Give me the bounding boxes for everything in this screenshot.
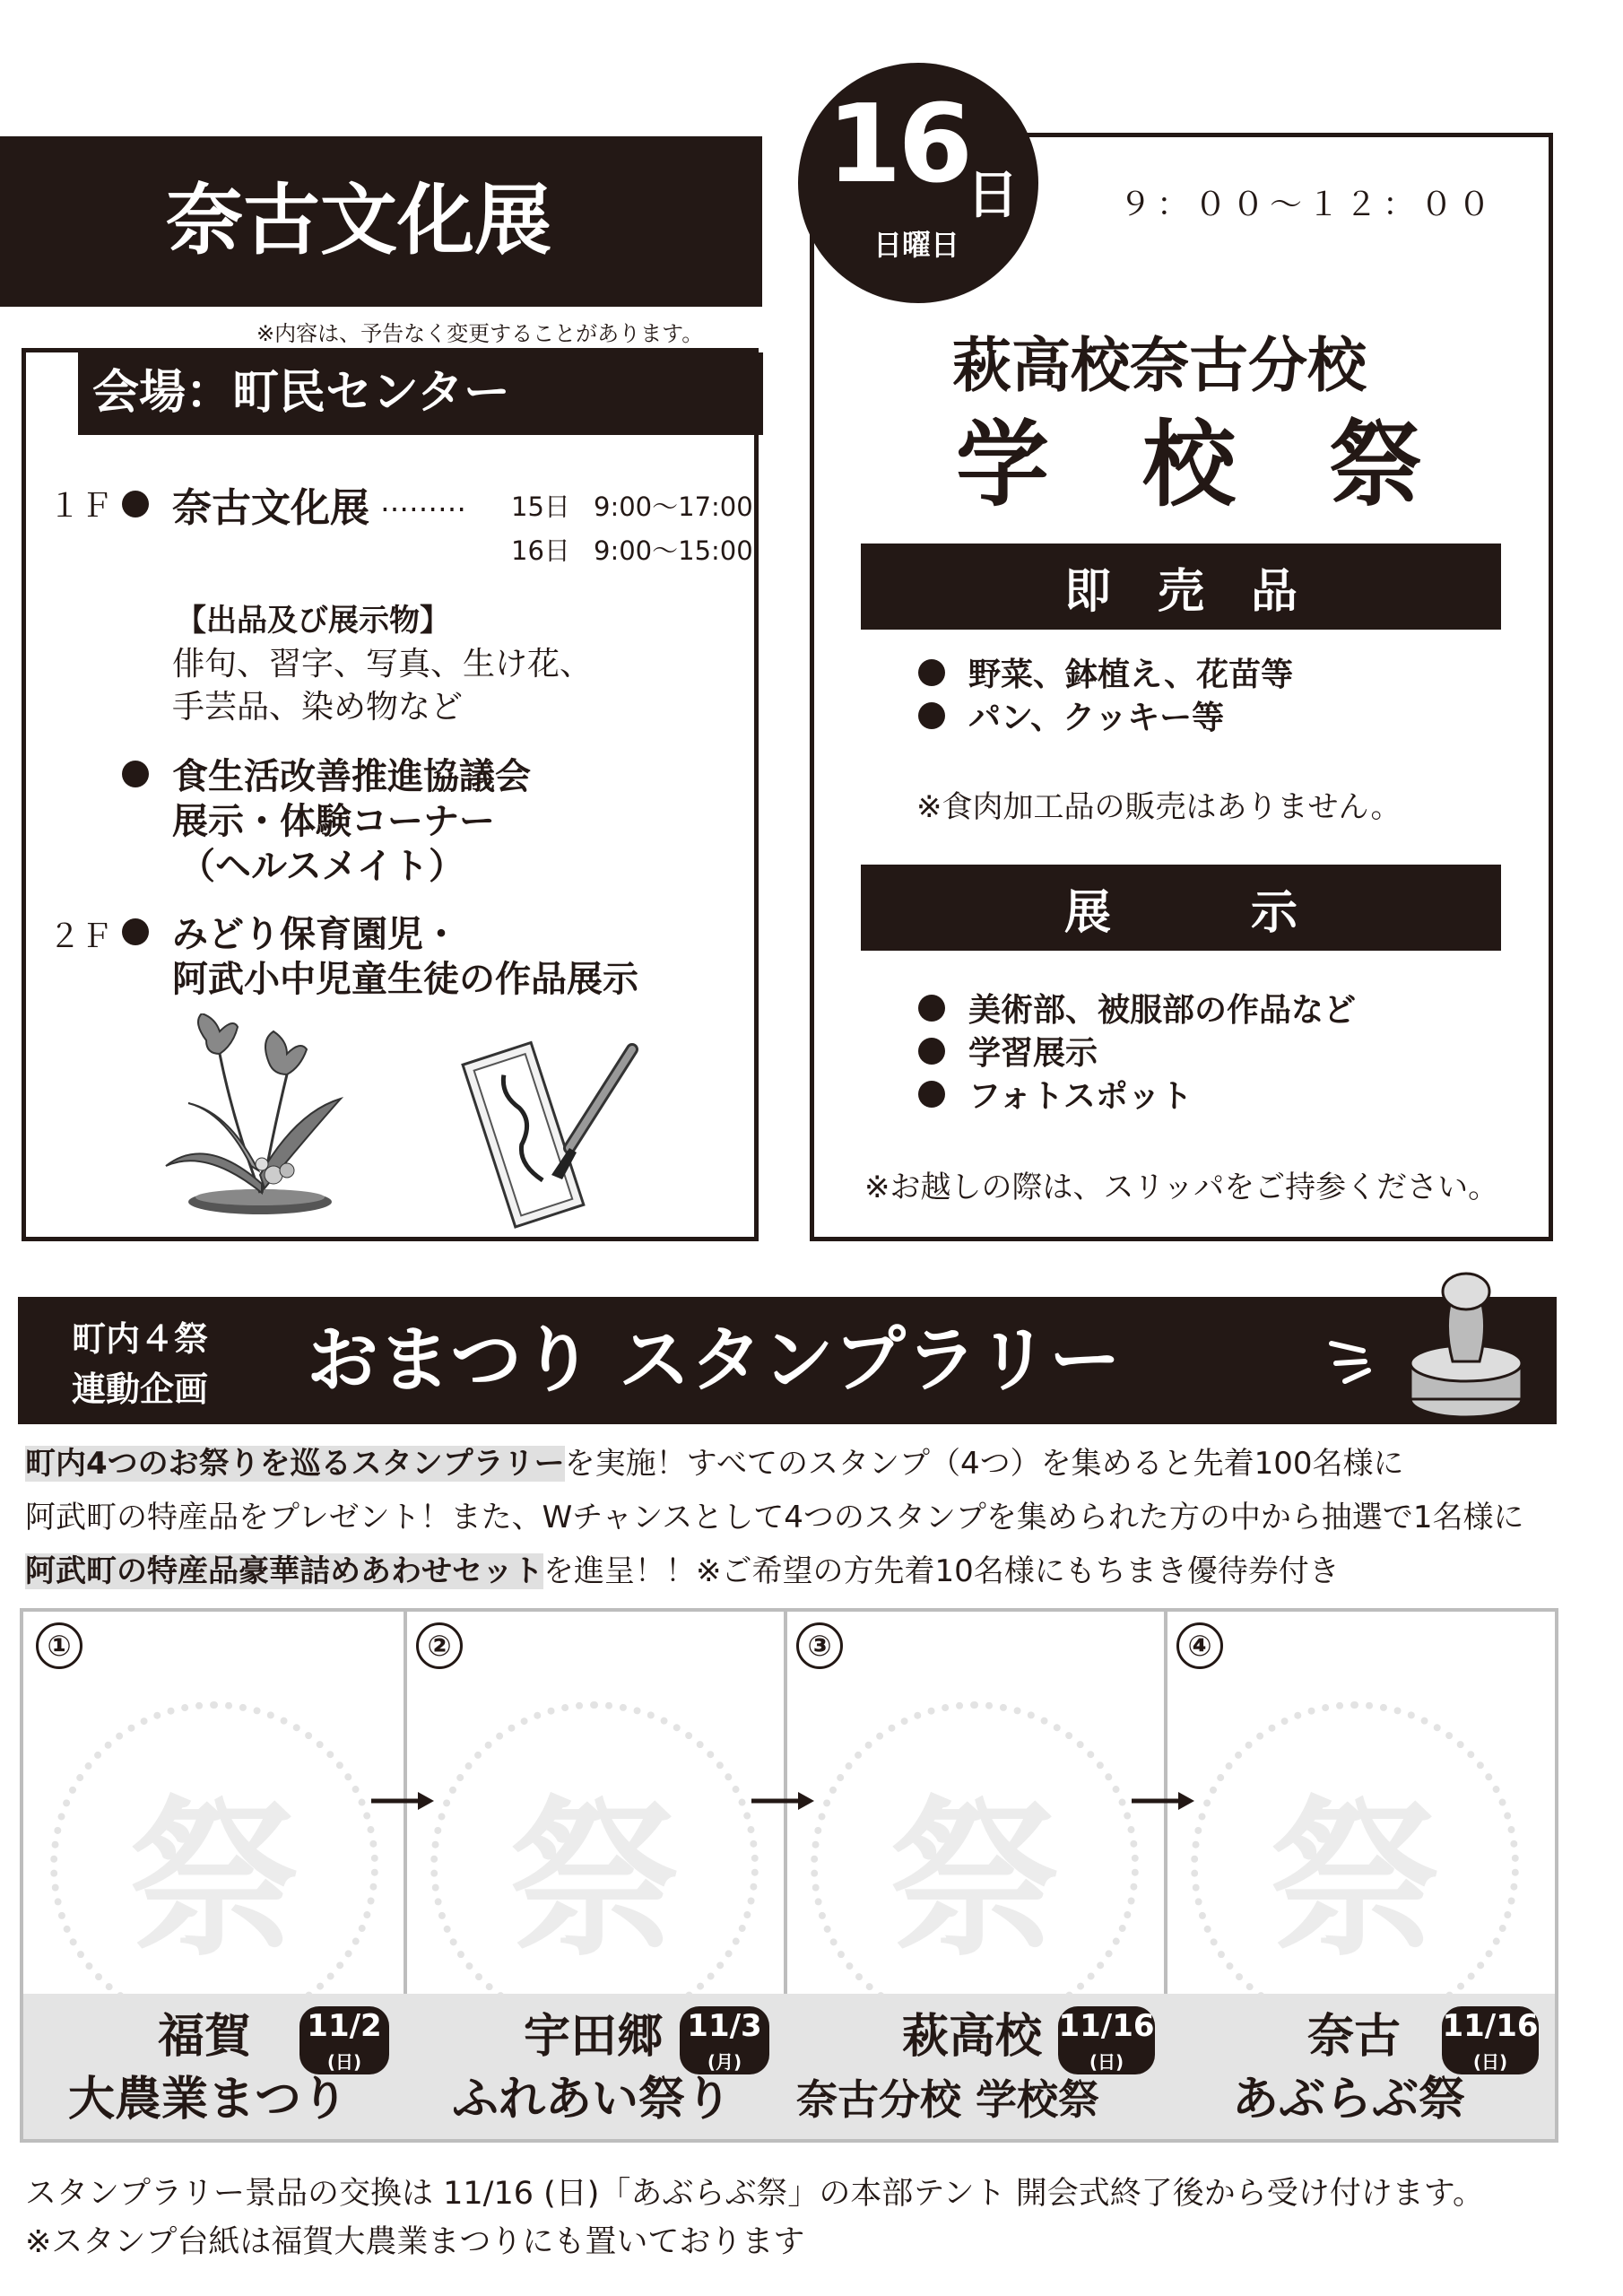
bullet-icon: [918, 1038, 945, 1065]
exhibit-item-text: フォトスポット: [968, 1078, 1193, 1115]
change-notice: ※内容は、予告なく変更することがあります。: [256, 321, 704, 346]
leader-dots: ………: [380, 484, 466, 518]
day2-time: 9:00〜15:00: [594, 535, 753, 566]
station-date-badge: [1058, 2006, 1155, 2074]
culture-exhibition-title: 奈古文化展: [166, 176, 551, 265]
station-weekday: (月): [707, 2051, 742, 2073]
exhibit-item-text: 美術部、被服部の作品など: [968, 992, 1357, 1029]
station-label-area: [1164, 1994, 1555, 2139]
bullet-icon: [122, 918, 149, 945]
station-number: ③: [796, 1622, 843, 1669]
stamp-rally-tag-line1: 町内４祭: [72, 1319, 209, 1359]
school-name: 萩高校奈古分校: [952, 331, 1367, 400]
date-circle: [798, 63, 1038, 303]
station-date-badge: [680, 2006, 769, 2074]
station-date-badge: [299, 2006, 389, 2074]
health-mate-item: [122, 748, 531, 799]
ikebana-illustration: [152, 1013, 377, 1220]
desc1-highlight: 町内4つのお祭りを巡るスタンプラリー: [25, 1446, 565, 1482]
date-weekday: 日曜日: [873, 228, 960, 262]
station-number: ④: [1176, 1622, 1223, 1669]
stamp-rally-banner: [18, 1297, 1557, 1424]
children-works-item: [122, 906, 459, 957]
station-number: ①: [36, 1622, 82, 1669]
desc1-rest: を実施！すべてのスタンプ（4つ）を集めると先着100名様に: [564, 1446, 1404, 1482]
station-name-line1: 福賀: [158, 2010, 252, 2064]
stamp-rally-desc3: [25, 1546, 1340, 1590]
desc3-rest: を進呈！！※ご希望の方先着10名様にもちまき優待券付き: [543, 1553, 1340, 1589]
bullet-icon: [918, 659, 945, 686]
school-festival-title: 学 校 祭: [956, 410, 1423, 519]
exhibit-item-1: [918, 985, 1356, 1031]
stamp-station-1: [23, 1612, 407, 2139]
sales-item-1: [918, 649, 1293, 695]
culture-exhibition-banner: [0, 136, 762, 307]
sales-item-text: 野菜、鉢植え、花苗等: [968, 657, 1294, 693]
exhibit-header: [861, 865, 1501, 951]
stamp-station-4: [1164, 1612, 1558, 2139]
station-name-line2: 奈古分校 学校祭: [796, 2075, 1100, 2124]
stamp-sheet-note: ※スタンプ台紙は福賀大農業まつりにも置いております: [25, 2224, 805, 2260]
stamp-placeholder-glyph: 祭: [508, 1780, 680, 1979]
stamp-station-3: [784, 1612, 1167, 2139]
stamp-placeholder-glyph: 祭: [889, 1780, 1060, 1979]
station-weekday: (日): [326, 2051, 362, 2073]
station-date: 11/16: [1442, 2008, 1539, 2044]
station-label-area: [23, 1994, 404, 2139]
festival-time: ９：００〜１２：００: [1119, 187, 1497, 223]
health-mate-line1: 食生活改善推進協議会: [172, 756, 531, 797]
date-day-number: 16: [827, 83, 969, 207]
bullet-icon: [918, 702, 945, 729]
station-name-line1: 萩高校: [902, 2010, 1043, 2064]
arrow-right-icon: [371, 1792, 434, 1810]
stamp-rally-title: おまつり スタンプラリー: [307, 1318, 1121, 1402]
culture-exhibition-item-name: 奈古文化展: [172, 485, 369, 531]
health-mate-line2: 展示・体験コーナー: [172, 801, 495, 842]
station-name-line2: あぶらぶ祭: [1232, 2073, 1466, 2126]
bullet-icon: [918, 1081, 945, 1108]
bullet-icon: [918, 995, 945, 1022]
calligraphy-illustration: [453, 1040, 650, 1238]
arrow-right-icon: [1132, 1792, 1194, 1810]
bullet-icon: [122, 761, 149, 787]
stamp-rally-desc2: 阿武町の特産品をプレゼント！また、Wチャンスとして4つのスタンプを集められた方の中から抽選で1名様に: [25, 1500, 1524, 1535]
slipper-note: ※お越しの際は、スリッパをご持参ください。: [864, 1170, 1499, 1205]
stamp-icon: [1309, 1265, 1533, 1422]
sales-header: [861, 544, 1501, 630]
bullet-icon: [122, 491, 149, 517]
arrow-right-icon: [751, 1792, 814, 1810]
exhibit-heading: 展 示: [1063, 885, 1298, 940]
exhibit-item-text: 学習展示: [968, 1035, 1098, 1072]
stamp-rally-tag-line2: 連動企画: [72, 1370, 209, 1409]
station-date: 11/16: [1058, 2008, 1155, 2044]
exhibits-heading: 【出品及び展示物】: [176, 603, 450, 639]
station-label-area: [784, 1994, 1164, 2139]
culture-exhibition-item: [122, 475, 369, 533]
day1-label: 15日: [511, 491, 570, 522]
day2-label: 16日: [511, 535, 570, 566]
exhibit-item-3: [918, 1071, 1193, 1117]
sales-note: ※食肉加工品の販売はありません。: [916, 789, 1402, 825]
sales-item-text: パン、クッキー等: [968, 700, 1225, 736]
stamp-placeholder-glyph: 祭: [128, 1780, 299, 1979]
children-works-line1: みどり保育園児・: [172, 914, 459, 955]
station-weekday: (日): [1472, 2051, 1508, 2073]
station-date-badge: [1442, 2006, 1539, 2074]
sales-heading: 即 売 品: [1063, 564, 1298, 619]
station-date: 11/3: [687, 2008, 762, 2044]
date-day-suffix: 日: [967, 164, 1020, 225]
venue-label: 会場：町民センター: [92, 366, 510, 420]
station-name-line2: 大農業まつり: [68, 2073, 349, 2126]
health-mate-line3: （ヘルスメイト）: [179, 846, 464, 887]
venue-header: [78, 352, 763, 435]
station-name-line2: ふれあい祭り: [452, 2073, 733, 2126]
stamp-rally-desc1: [25, 1439, 1404, 1483]
prize-exchange-note: スタンプラリー景品の交換は 11/16 (日)「あぶらぶ祭」の本部テント 開会式終了後から受け付けます。: [25, 2176, 1485, 2212]
station-name-line1: 宇田郷: [524, 2010, 664, 2064]
children-works-line2: 阿武小中児童生徒の作品展示: [172, 959, 638, 1000]
desc3-highlight: 阿武町の特産品豪華詰めあわせセット: [25, 1553, 543, 1589]
exhibit-item-2: [918, 1028, 1098, 1074]
exhibits-line1: 俳句、習字、写真、生け花、: [172, 646, 593, 683]
floor2-label: ２Ｆ: [48, 918, 114, 955]
stamp-placeholder-glyph: 祭: [1269, 1780, 1440, 1979]
station-number: ②: [416, 1622, 463, 1669]
station-label-area: [404, 1994, 784, 2139]
sales-item-2: [918, 692, 1224, 738]
stamp-station-2: [404, 1612, 787, 2139]
station-date: 11/2: [307, 2008, 382, 2044]
day1-time: 9:00〜17:00: [594, 491, 753, 522]
station-name-line1: 奈古: [1307, 2010, 1402, 2064]
station-weekday: (日): [1089, 2051, 1124, 2073]
floor1-label: １Ｆ: [48, 488, 114, 525]
exhibits-line2: 手芸品、染め物など: [172, 689, 464, 726]
